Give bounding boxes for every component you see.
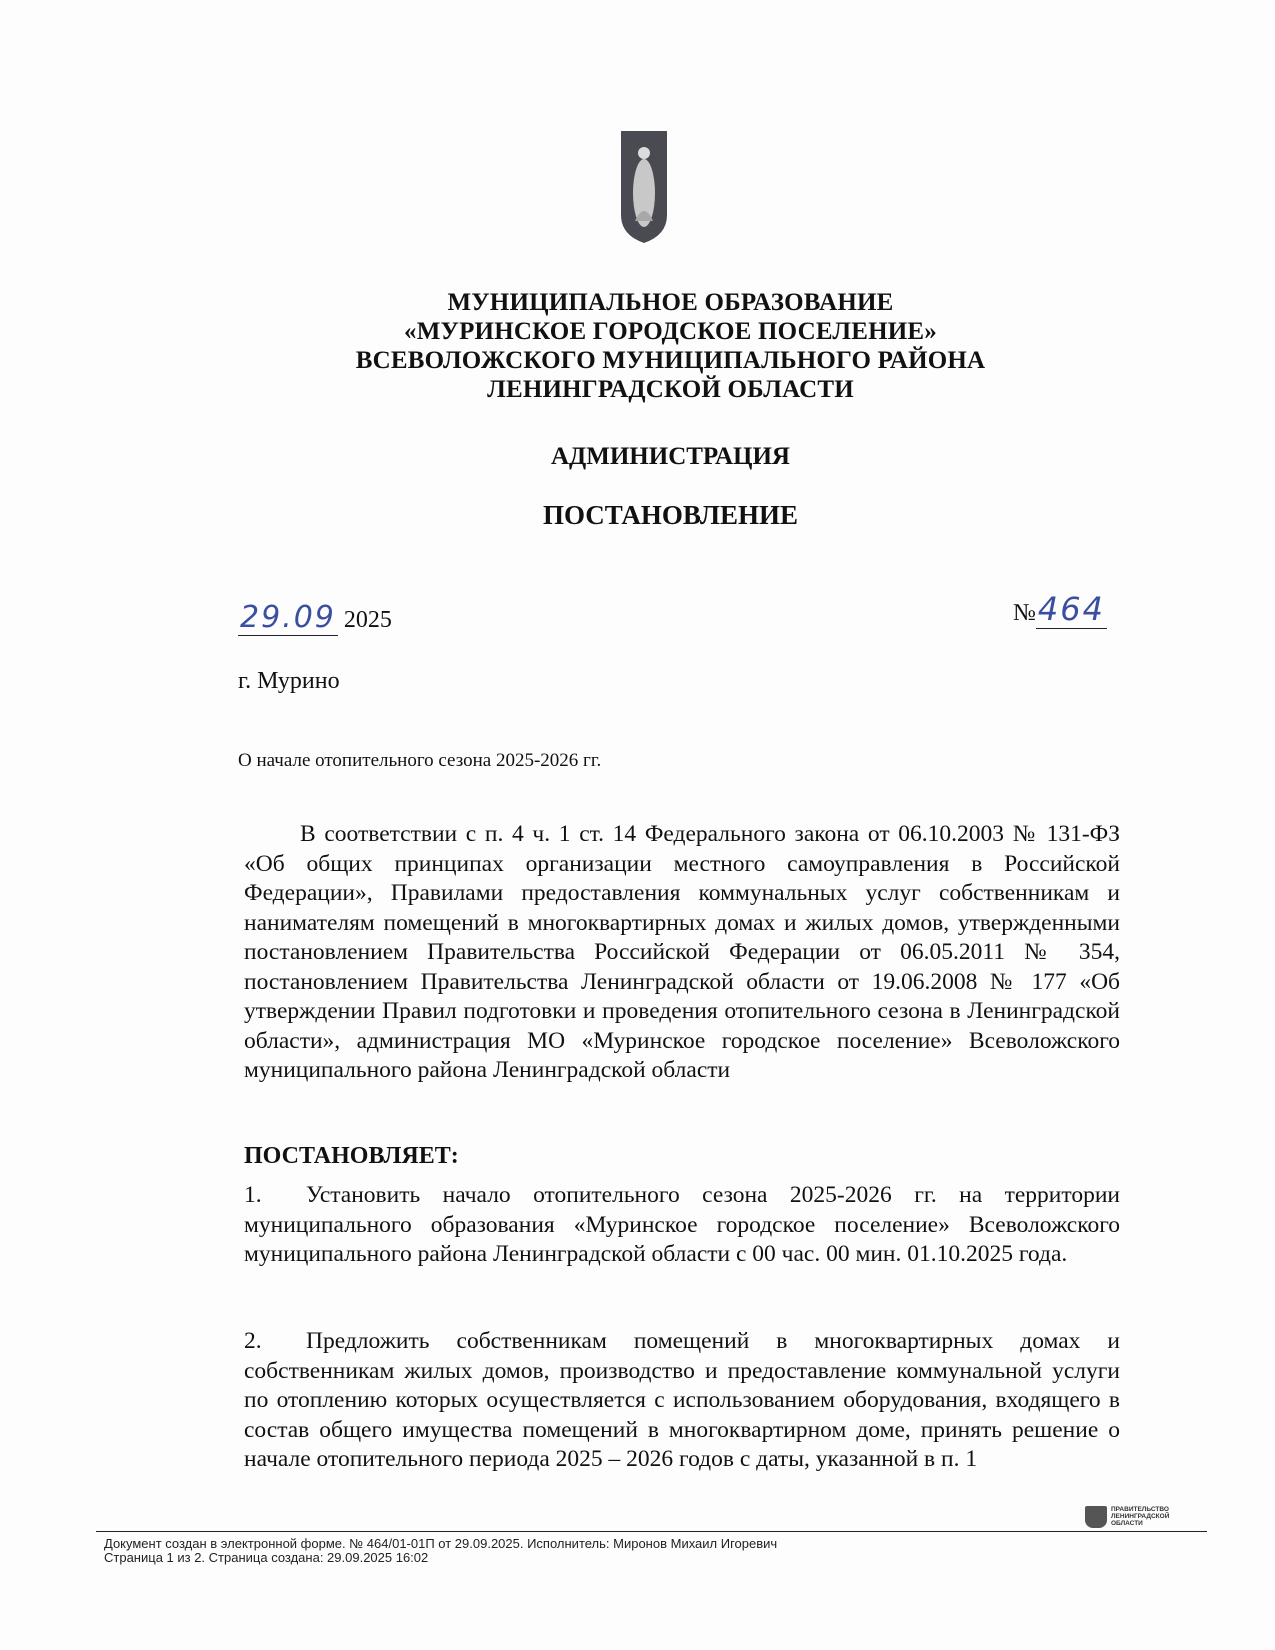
document-subject: О начале отопительного сезона 2025-2026 гг. bbox=[238, 750, 602, 771]
resolve-heading: ПОСТАНОВЛЯЕТ: bbox=[244, 1143, 459, 1169]
resolution-item bbox=[244, 1181, 1120, 1270]
preamble bbox=[244, 820, 1120, 1086]
resolution-item bbox=[244, 1327, 1120, 1475]
footer-page-info: Страница 1 из 2. Страница создана: 29.09.2025 16:02 bbox=[104, 1550, 429, 1565]
item-text: Предложить собственникам помещений в многоквартирных домах и собственникам жилых домов, производство и предоставление коммунальной услуги по отоплению которых осуществляется с использованием оборудования, входящего в состав общего имущества помещений в многоквартирном доме, принять решение о начале отопительного периода 2025 – 2026 годов с даты, указанной в п. 1 bbox=[244, 1328, 1120, 1472]
government-emblem-icon bbox=[1085, 1506, 1107, 1528]
number-sign: № bbox=[1013, 600, 1036, 626]
city: г. Мурино bbox=[238, 668, 340, 694]
date-year: 2025 bbox=[343, 607, 392, 633]
item-number: 1. bbox=[244, 1182, 262, 1208]
document-number bbox=[1013, 590, 1107, 628]
administration-heading: АДМИНИСТРАЦИЯ bbox=[551, 443, 790, 470]
organization-name bbox=[0, 288, 1275, 404]
preamble-text: В соответствии с п. 4 ч. 1 ст. 14 Федерального закона от 06.10.2003 № 131-ФЗ «Об общих принципах организации местного самоуправления в Российской Федерации», Правилами предоставления коммунальных услуг собственникам и нанимателям помещений в многоквартирных домах и жилых домов, утвержденными постановлением Правительства Российской Федерации от 06.05.2011 № 354, постановлением Правительства Ленинградской области от 19.06.2008 № 177 «Об утверждении Правил подготовки и проведения отопительного сезона в Ленинградской области», администрация МО «Муринское городское поселение» Всеволожского муниципального района Ленинградской области bbox=[244, 821, 1120, 1083]
footer-divider bbox=[96, 1531, 1207, 1532]
footer bbox=[104, 1537, 777, 1565]
government-logo bbox=[1085, 1506, 1171, 1528]
handwritten-date: 29.09 bbox=[240, 600, 336, 635]
document-type-heading: ПОСТАНОВЛЕНИЕ bbox=[542, 500, 799, 530]
item-text: Установить начало отопительного сезона 2025-2026 гг. на территории муниципального образования «Муринское городское поселение» Всеволожского муниципального района Ленинградской области с 00 час. 00 мин. 01.10.2025 года. bbox=[244, 1182, 1120, 1267]
government-logo-text: ПРАВИТЕЛЬСТВО ЛЕНИНГРАДСКОЙ ОБЛАСТИ bbox=[1111, 1506, 1170, 1527]
org-line: ВСЕВОЛОЖСКОГО МУНИЦИПАЛЬНОГО РАЙОНА bbox=[355, 347, 986, 374]
footer-doc-info: Документ создан в электронной форме. № 464/01-01П от 29.09.2025. Исполнитель: Миронов Михаил Игоревич bbox=[104, 1536, 778, 1551]
item-number: 2. bbox=[244, 1328, 262, 1354]
handwritten-number: 464 bbox=[1037, 590, 1105, 628]
coat-of-arms-icon bbox=[621, 131, 667, 243]
org-line: «МУРИНСКОЕ ГОРОДСКОЕ ПОСЕЛЕНИЕ» bbox=[404, 318, 937, 345]
org-line: ЛЕНИНГРАДСКОЙ ОБЛАСТИ bbox=[487, 376, 854, 403]
org-line: МУНИЦИПАЛЬНОЕ ОБРАЗОВАНИЕ bbox=[447, 289, 894, 316]
document-date bbox=[238, 600, 392, 635]
